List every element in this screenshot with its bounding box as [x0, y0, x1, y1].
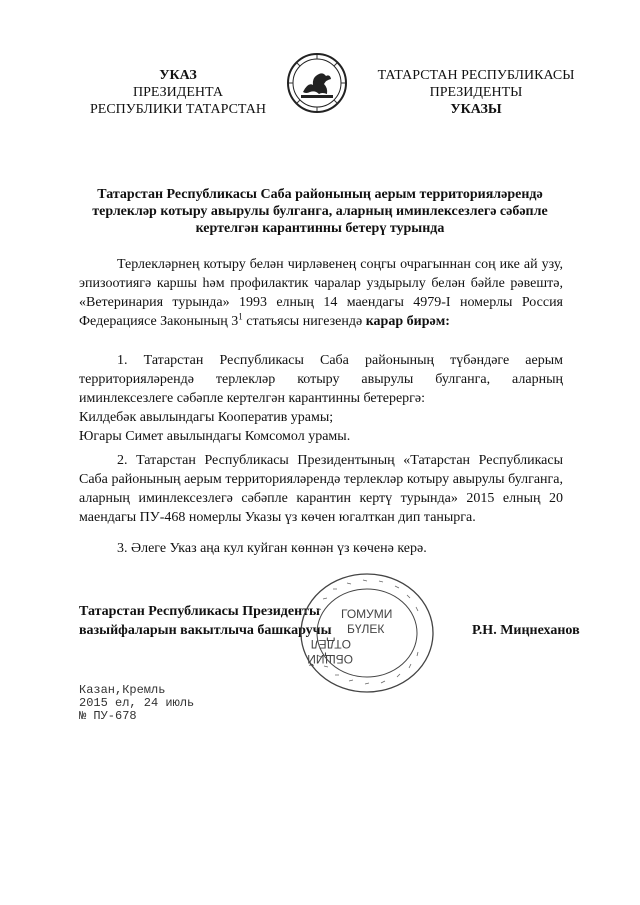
- stamp-line-4: ОБЩИЙ: [307, 652, 353, 666]
- signatory-name: Р.Н. Миңнеханов: [472, 623, 580, 638]
- stamp-line-2: БҮЛЕК: [347, 622, 385, 636]
- header-left-line3: РЕСПУБЛИКИ ТАТАРСТАН: [89, 102, 266, 117]
- item-1-sub-1: Килдебәк авылындагы Кооператив урамы;: [79, 410, 334, 425]
- intro-text: Терлекләрнең котыру белән чирләвенең соңгы очрагыннан соң ике ай узу, эпизоотиягә каршы һәм профилактик чаралар уздырылу белән бәйле рәвештә, «Ветеринария турында» 1993 елның 14 маендагы 4979-I номерлы Россия Федерациясе Законының 3: [79, 257, 563, 329]
- intro-text-after: статьясы нигезендә: [242, 314, 366, 329]
- header-left: [78, 67, 278, 118]
- intro-superscript: 1: [238, 311, 243, 322]
- intro-resolution: карар бирәм:: [365, 314, 450, 329]
- header-right-line3: УКАЗЫ: [450, 102, 502, 117]
- document-title: [60, 186, 580, 237]
- item-1: [79, 351, 563, 408]
- stamp-line-1: ГОМУМИ: [341, 607, 393, 621]
- item-1-text: 1. Татарстан Республикасы Саба районының түбәндәге аерым территорияләрендә терлекләр котыру авырулы булганга, аларның иминлексезлеге сәбәпле кертелгән карантинны бетерергә:: [79, 353, 563, 406]
- header-right: [368, 67, 584, 118]
- intro-paragraph: [79, 255, 563, 331]
- header-right-line2: ПРЕЗИДЕНТЫ: [429, 85, 523, 100]
- header-left-line2: ПРЕЗИДЕНТА: [133, 85, 223, 100]
- signature-title-line2: вазыйфаларын вакытлыча башкаручы: [79, 623, 332, 638]
- item-3: [79, 539, 563, 558]
- stamp-line-3: ОТДЕЛ: [310, 637, 351, 651]
- official-stamp: [297, 571, 437, 695]
- title-line: кертелгән карантинны бетерү турында: [195, 221, 445, 236]
- item-3-text: 3. Әлеге Указ аңа кул куйган көннән үз көченә керә.: [117, 541, 427, 556]
- item-2: [79, 451, 563, 527]
- item-1-sub-2: Югары Симет авылындагы Комсомол урамы.: [79, 429, 351, 444]
- signature-title-line1: Татарстан Республикасы Президенты: [79, 604, 320, 619]
- footer-date: 2015 ел, 24 июль: [79, 696, 195, 710]
- title-line: Татарстан Республикасы Саба районының аерым территорияләрендә: [97, 187, 543, 202]
- footer-place: Казан,Кремль: [79, 683, 166, 697]
- footer-number: № ПУ-678: [79, 709, 137, 723]
- footer-registration: [79, 684, 194, 723]
- emblem-seal: [286, 52, 348, 114]
- header-left-line1: УКАЗ: [159, 68, 197, 83]
- header-right-line1: ТАТАРСТАН РЕСПУБЛИКАСЫ: [377, 68, 575, 83]
- item-2-text: 2. Татарстан Республикасы Президентының «Татарстан Республикасы Саба районының аерым территорияләрендә терлекләр котыру авырулы булганга, аларның иминлексезлегә сәбәпле карантин кертү турында» 2015 елның 20 маендагы ПУ-468 номерлы Указы үз көчен югалткан дип танырга.: [79, 453, 563, 525]
- title-line: терлекләр котыру авырулы булганга, аларның иминлексезлегә сәбәпле: [92, 204, 548, 219]
